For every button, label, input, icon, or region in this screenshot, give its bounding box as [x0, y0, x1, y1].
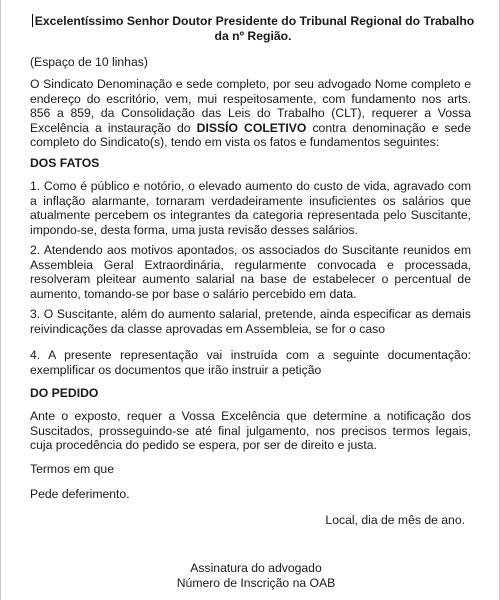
oab-registration-line: Número de Inscrição na OAB	[176, 576, 336, 590]
request-paragraph: Ante o exposto, requer a Vossa Excelência que determine a notificação dos Suscitados, prosseguindo-se até final julgamento, nos precisos termos legais, cuja procedência do pedido se espera, por ser de direito e justa.	[30, 409, 471, 453]
fact-item-3: 3. O Suscitante, além do aumento salarial, pretende, ainda especificar as demais reivindicações da classe aprovadas em Assembleia, se for o caso	[30, 307, 471, 336]
closing-request-grant: Pede deferimento.	[30, 487, 130, 501]
intro-paragraph	[30, 77, 471, 150]
request-heading: DO PEDIDO	[30, 386, 99, 400]
fact-item-2: 2. Atendendo aos motivos apontados, os associados do Suscitante reunidos em Assembleia Geral Extraordinária, regularmente convocada e processada, resolveram pleitear aumento salarial na base de estabelecer o percentual de aumento, tomando-se por base o salário percebido em data.	[30, 243, 471, 301]
document-title-text: Excelentíssimo Senhor Doutor Presidente do Tribunal Regional do Trabalho da nº Região.	[34, 14, 475, 43]
closing-terms: Termos em que	[30, 462, 114, 476]
facts-heading: DOS FATOS	[30, 156, 100, 170]
document-title	[29, 14, 477, 43]
fact-item-4: 4. A presente representação vai instruída com a seguinte documentação: exemplificar os documentos que irão instruir a petição	[30, 348, 471, 377]
intro-bold-term: DISSÍO COLETIVO	[196, 120, 307, 135]
text-cursor	[32, 14, 33, 27]
intro-text-end: contra denominação e sede completo do Sindicato(s), tendo em vista os fatos e fundamentos seguintes:	[30, 120, 471, 150]
signature-line: Assinatura do advogado	[190, 561, 322, 575]
place-date: Local, dia de mês de ano.	[325, 513, 465, 527]
intro-text-start: O Sindicato Denominação e sede completo, por seu advogado Nome completo e endereço do escritório, vem, mui respeitosamente, com fundamento nos arts. 856 a 859, da Consolidação das Leis do Trabalho (CLT), requerer a Vossa Excelência a instauração do	[30, 77, 471, 135]
fact-item-1: 1. Como é público e notório, o elevado aumento do custo de vida, agravado com a inflação alarmante, tornaram verdadeiramente insuficientes os salários que atualmente percebem os integrantes da categoria representada pelo Suscitante, impondo-se, desta forma, uma justa revisão desses salários.	[30, 179, 471, 237]
spacing-note: (Espaço de 10 linhas)	[30, 55, 148, 69]
